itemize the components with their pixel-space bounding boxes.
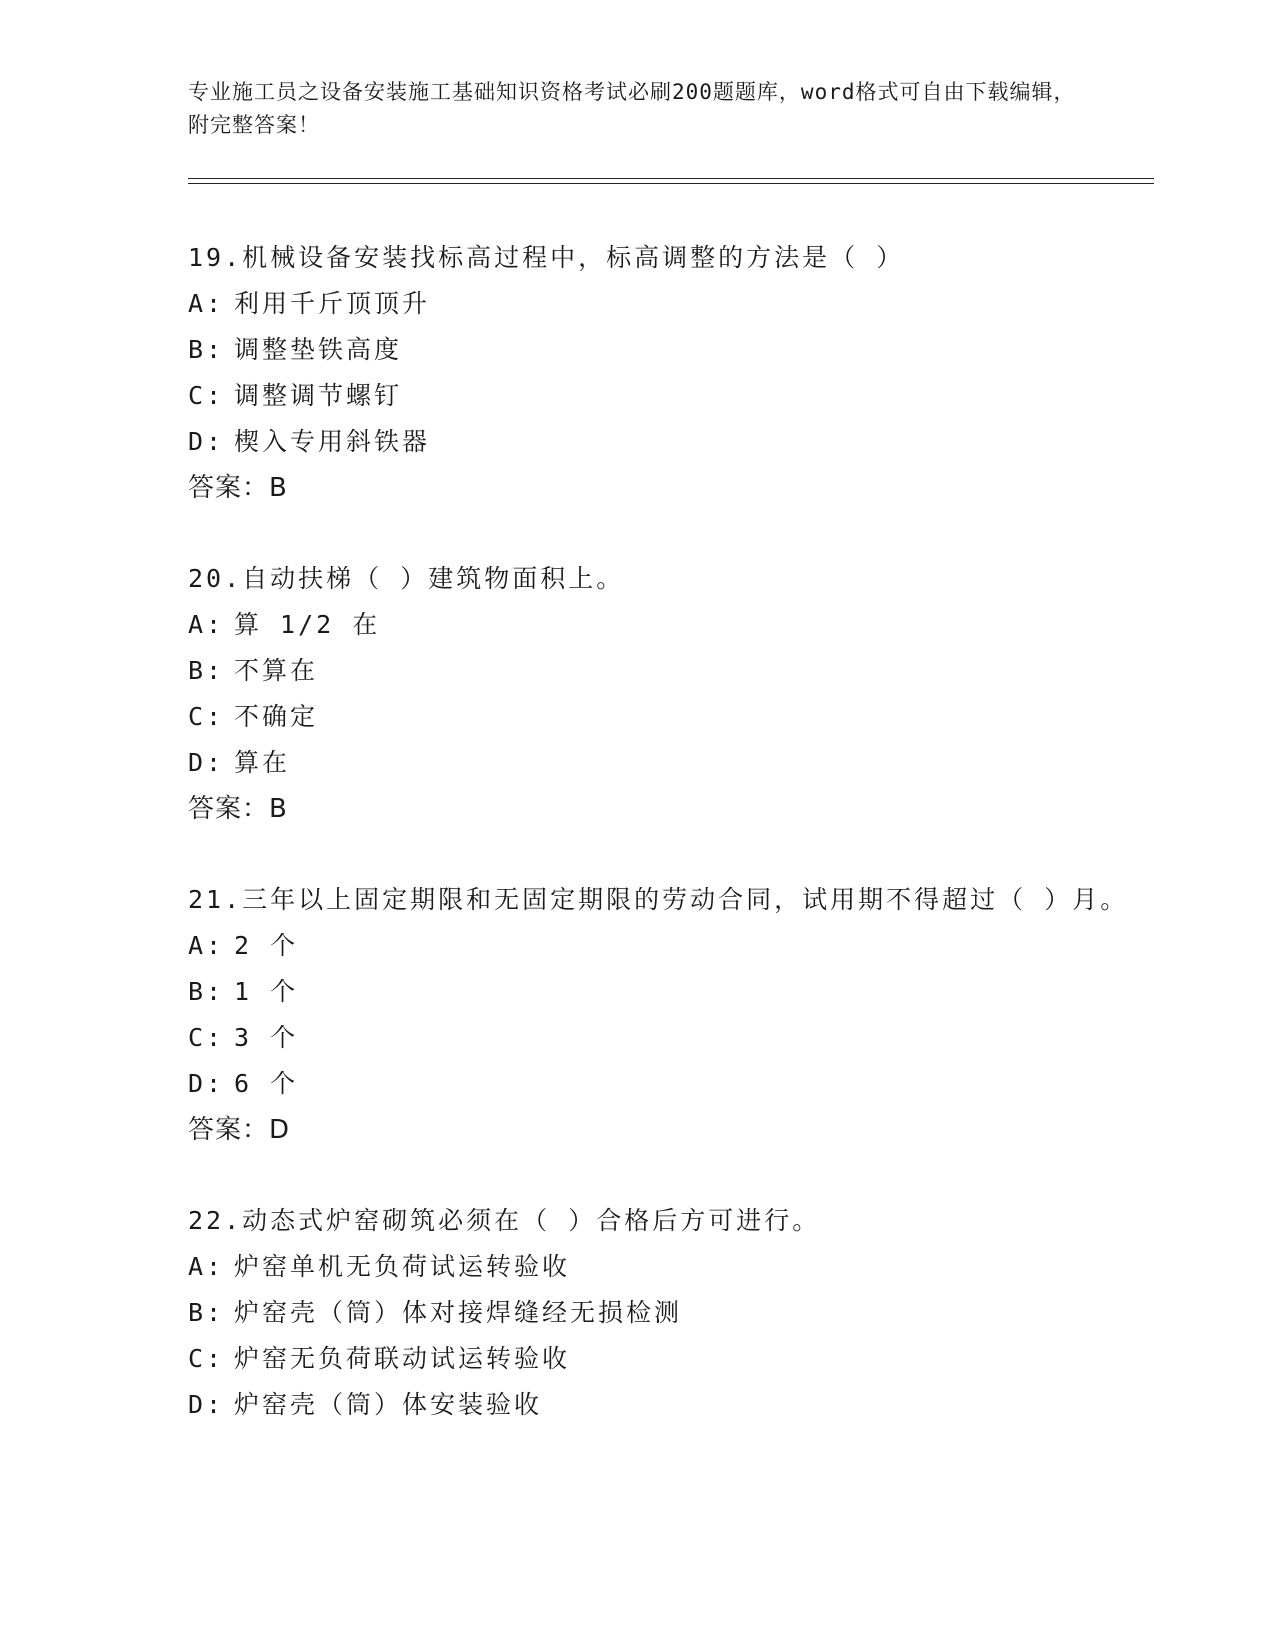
option-a [188, 602, 1148, 648]
option-letter: C: [188, 1023, 225, 1052]
option-text: 算在 [234, 748, 291, 777]
document-title: 专业施工员之设备安装施工基础知识资格考试必刷200题题库，word格式可自由下载编辑，附完整答案！ [188, 80, 1076, 137]
option-c [188, 694, 1148, 740]
option-letter: A: [188, 289, 225, 318]
option-text: 算 1/2 在 [234, 610, 381, 639]
option-text: 不确定 [234, 702, 319, 731]
option-a [188, 923, 1148, 969]
option-b [188, 327, 1148, 373]
answer-line: 答案：D [188, 1115, 291, 1145]
option-letter: A: [188, 610, 225, 639]
option-letter: A: [188, 931, 225, 960]
option-letter: C: [188, 1344, 225, 1373]
question-stem: 19.机械设备安装找标高过程中，标高调整的方法是（ ） [188, 243, 905, 272]
option-d [188, 1061, 1148, 1107]
question-list [188, 235, 1148, 1473]
option-text: 2 个 [234, 931, 299, 960]
question-stem: 21.三年以上固定期限和无固定期限的劳动合同，试用期不得超过（ ）月。 [188, 885, 1129, 914]
document-header [188, 76, 1088, 142]
option-text: 调整垫铁高度 [234, 335, 403, 364]
answer-line: 答案：B [188, 473, 288, 503]
option-letter: C: [188, 381, 225, 410]
option-letter: A: [188, 1252, 225, 1281]
question-stem: 20.自动扶梯（ ）建筑物面积上。 [188, 564, 625, 593]
option-d [188, 419, 1148, 465]
option-text: 楔入专用斜铁器 [234, 427, 431, 456]
option-letter: B: [188, 977, 225, 1006]
option-text: 1 个 [234, 977, 299, 1006]
option-letter: D: [188, 748, 225, 777]
option-b [188, 1290, 1148, 1336]
option-text: 利用千斤顶顶升 [234, 289, 431, 318]
option-letter: B: [188, 1298, 225, 1327]
option-letter: D: [188, 1390, 225, 1419]
question-stem: 22.动态式炉窑砌筑必须在（ ）合格后方可进行。 [188, 1206, 821, 1235]
option-d [188, 740, 1148, 786]
option-letter: D: [188, 427, 225, 456]
option-letter: B: [188, 656, 225, 685]
option-text: 不算在 [234, 656, 319, 685]
option-b [188, 648, 1148, 694]
question-21 [188, 877, 1148, 1153]
option-text: 炉窑壳（筒）体对接焊缝经无损检测 [234, 1298, 683, 1327]
option-a [188, 1244, 1148, 1290]
question-22 [188, 1198, 1148, 1428]
option-a [188, 281, 1148, 327]
answer-line: 答案：B [188, 794, 288, 824]
option-c [188, 373, 1148, 419]
question-19 [188, 235, 1148, 511]
option-letter: B: [188, 335, 225, 364]
option-text: 3 个 [234, 1023, 299, 1052]
option-text: 炉窑单机无负荷试运转验收 [234, 1252, 571, 1281]
option-letter: D: [188, 1069, 225, 1098]
option-c [188, 1015, 1148, 1061]
option-letter: C: [188, 702, 225, 731]
option-b [188, 969, 1148, 1015]
option-text: 炉窑壳（筒）体安装验收 [234, 1390, 543, 1419]
option-d [188, 1382, 1148, 1428]
option-text: 调整调节螺钉 [234, 381, 403, 410]
header-double-rule [188, 178, 1154, 184]
question-20 [188, 556, 1148, 832]
option-c [188, 1336, 1148, 1382]
option-text: 6 个 [234, 1069, 299, 1098]
option-text: 炉窑无负荷联动试运转验收 [234, 1344, 571, 1373]
